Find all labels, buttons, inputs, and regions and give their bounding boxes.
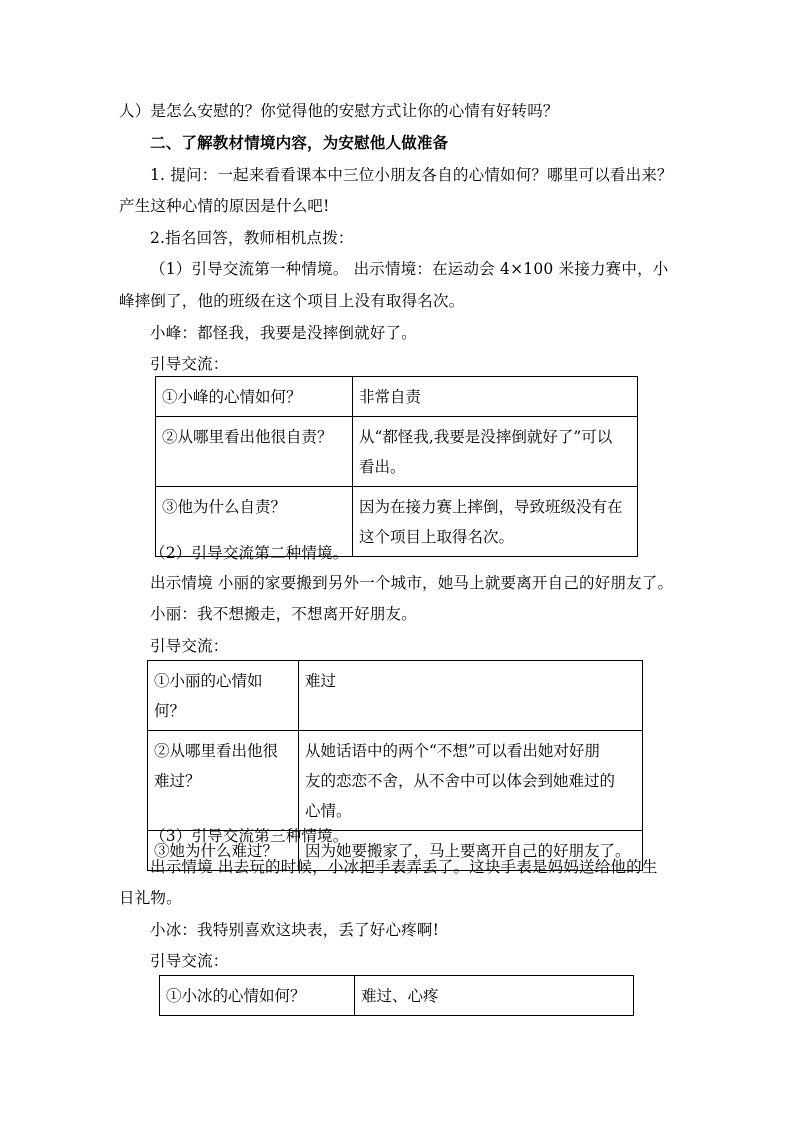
discussion-table-3 xyxy=(159,975,634,1016)
table-cell-answer: 因为在接力赛上摔倒，导致班级没有在 这个项目上取得名次。 xyxy=(353,487,638,557)
paragraph-line: 日礼物。 xyxy=(119,889,182,907)
discussion-table-1 xyxy=(155,376,638,557)
table-cell-question: ①小冰的心情如何？ xyxy=(160,976,355,1016)
table-cell-question: ②从哪里看出他很自责？ xyxy=(156,417,353,487)
table-cell-question: ①小峰的心情如何？ xyxy=(156,377,353,417)
paragraph-line: 峰摔倒了，他的班级在这个项目上没有取得名次。 xyxy=(119,292,465,310)
table-row xyxy=(156,417,638,487)
table-cell-question: ③他为什么自责？ xyxy=(156,487,353,557)
table-cell-question: ②从哪里看出他很 难过？ xyxy=(148,731,299,831)
paragraph-line: 小峰：都怪我，我要是没摔倒就好了。 xyxy=(150,324,417,342)
paragraph-line: 出示情境 出去玩的时候，小冰把手表弄丢了。这块手表是妈妈送给他的生 xyxy=(150,858,658,876)
table-cell-answer: 因为她要搬家了，马上要离开自己的好朋友了。 xyxy=(299,831,643,871)
paragraph-line: 2.指名回答，教师相机点拨： xyxy=(150,229,354,247)
table-cell-answer: 非常自责 xyxy=(353,377,638,417)
table-cell-question: ①小丽的心情如何？ xyxy=(148,661,299,731)
table-cell-answer: 难过、心疼 xyxy=(355,976,634,1016)
paragraph-line: 人）是怎么安慰的？你觉得他的安慰方式让你的心情有好转吗？ xyxy=(119,102,559,120)
paragraph-line: 引导交流： xyxy=(150,637,229,655)
table-row xyxy=(148,731,643,831)
paragraph-line: 出示情境 小丽的家要搬到另外一个城市，她马上就要离开自己的好朋友了。 xyxy=(150,574,674,592)
paragraph-line: （1）引导交流第一种情境。 出示情境：在运动会 4×100 米接力赛中，小 xyxy=(150,260,669,278)
paragraph-line: 引导交流： xyxy=(150,355,229,373)
paragraph-line: （2）引导交流第二种情境。 xyxy=(150,544,349,562)
table-row xyxy=(148,661,643,731)
paragraph-line: 小冰：我特别喜欢这块表，丢了好心疼啊! xyxy=(150,921,440,939)
section-heading: 二、了解教材情境内容，为安慰他人做准备 xyxy=(150,133,449,152)
table-cell-answer: 难过 xyxy=(299,661,643,731)
table-cell-question: ③她为什么难过？ xyxy=(148,831,299,871)
paragraph-line: 产生这种心情的原因是什么吧! xyxy=(119,197,330,215)
table-cell-answer: 从她话语中的两个“不想”可以看出她对好朋 友的恋恋不舍，从不舍中可以体会到她难过的 心情。 xyxy=(299,731,643,831)
table-row xyxy=(156,377,638,417)
paragraph-line: 小丽：我不想搬走，不想离开好朋友。 xyxy=(150,605,417,623)
paragraph-line: 引导交流： xyxy=(150,952,229,970)
paragraph-line: （3）引导交流第三种情境。 xyxy=(150,827,349,845)
table-row xyxy=(160,976,634,1016)
paragraph-line: 1. 提问：一起来看看课本中三位小朋友各自的心情如何？哪里可以看出来？ xyxy=(150,166,673,184)
table-cell-answer: 从“都怪我,我要是没摔倒就好了”可以 看出。 xyxy=(353,417,638,487)
